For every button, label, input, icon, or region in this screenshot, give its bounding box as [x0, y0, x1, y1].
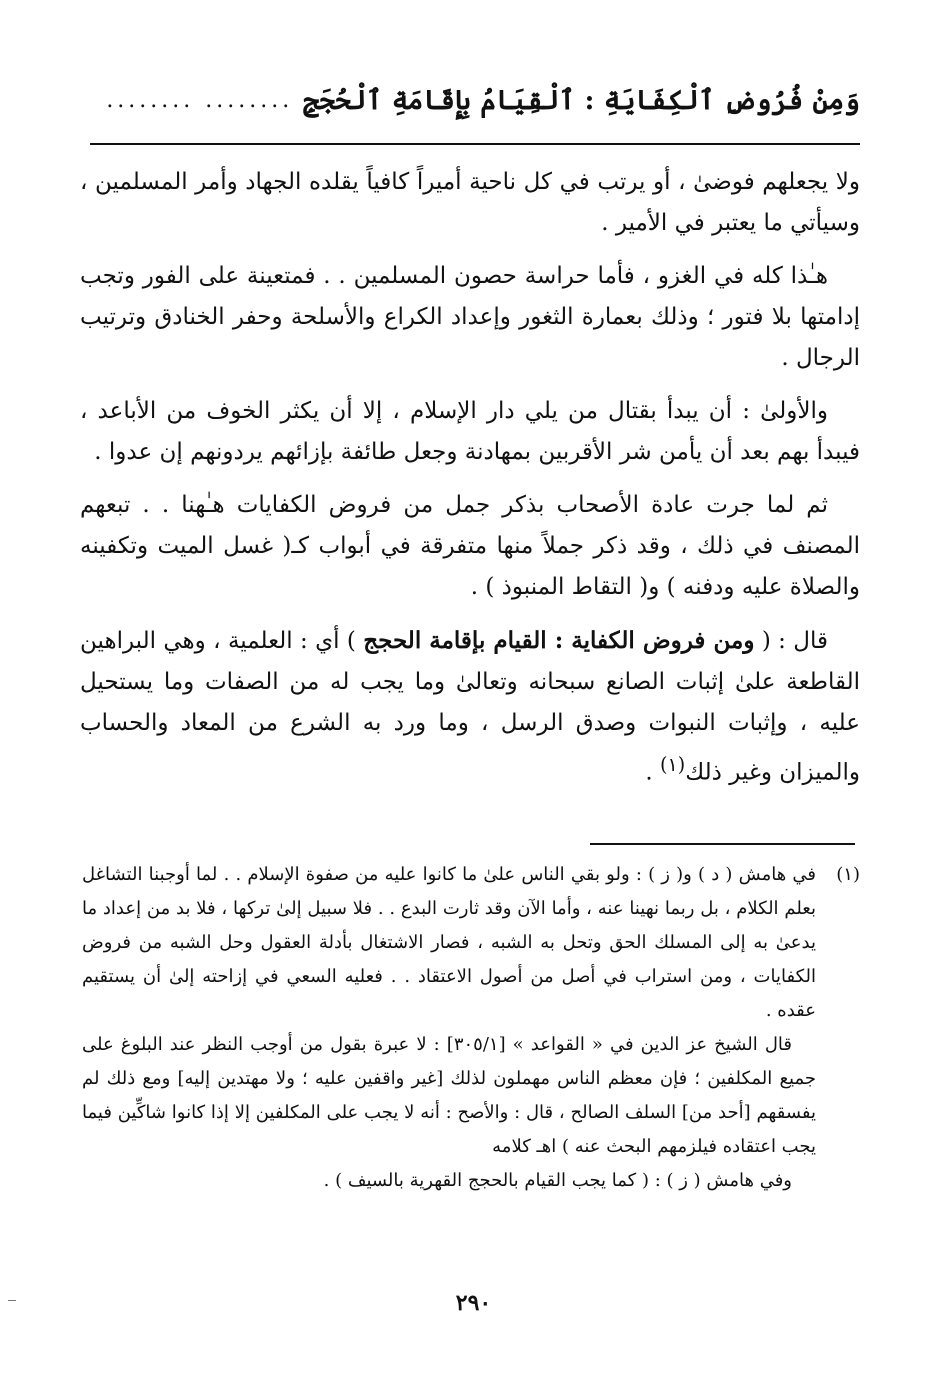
header-rule — [90, 143, 860, 145]
footnotes — [82, 858, 860, 1198]
running-header — [90, 70, 860, 130]
main-text — [80, 162, 860, 806]
footnote-rule — [590, 843, 855, 845]
footnote-ref[interactable]: (١) — [659, 753, 686, 776]
quote-end: . — [645, 759, 660, 786]
header-dots: ........ ........ — [106, 87, 294, 113]
quote-commentary: ) أي : العلمية ، وهي البراهين القاطعة علىٰ إثبات الصانع سبحانه وتعالىٰ وما يجب له من الصفات وما يستحيل عليه ، وإثبات النبوات وصدق الرسل ، وما ورد به الشرع من المعاد والحساب والميزان وغير ذلك — [80, 628, 860, 786]
paragraph: والأولىٰ : أن يبدأ بقتال من يلي دار الإسلام ، إلا أن يكثر الخوف من الأباعد ، فيبدأ بهم بعد أن يأمن شر الأقربين بمهادنة وجعل طائفة بإزائهم يردونهم إن عدوا . — [80, 398, 860, 465]
footnote-text: قال الشيخ عز الدين في « القواعد » [٣٠٥/١] : لا عبرة بقول من أوجب النظر عند البلوغ على جميع المكلفين ؛ فإن معظم الناس مهملون لذلك [غير واقفين عليه ؛ ولا مهتدين إليه] ومع ذلك لم يفسقهم [أحد من] السلف الصالح ، قال : والأصح : أنه لا يجب على المكلفين إلا إذا كانوا شاكِّين فيما يجب اعتقاده فيلزمهم البحث عنه ) اهـ كلامه — [82, 1034, 816, 1157]
paragraph: هـٰذا كله في الغزو ، فأما حراسة حصون المسلمين . . فمتعينة على الفور وتجب إدامتها بلا فتور ؛ وذلك بعمارة الثغور وإعداد الكراع والأسلحة وحفر الخنادق وترتيب الرجال . — [80, 263, 860, 371]
paragraph-quote — [80, 620, 860, 794]
footnote-text: في هامش ( د ) و( ز ) : ولو بقي الناس علىٰ ما كانوا عليه من صفوة الإسلام . . لما أوجبنا التشاغل بعلم الكلام ، بل ربما نهينا عنه ، وأما الآن وقد ثارت البدع . . فلا سبيل إلىٰ تركها ، فلا بد من إعداد ما يدعىٰ به إلى المسلك الحق وتحل به الشبه ، فصار الاشتغال بأدلة العقول وحل الشبه من فروض الكفايات ، ومن استراب في أصل من أصول الاعتقاد . . فعليه السعي في إزاحته إلىٰ أن يستقيم عقده . — [82, 864, 816, 1021]
paragraph: ثم لما جرت عادة الأصحاب بذكر جمل من فروض الكفايات هـٰهنا . . تبعهم المصنف في ذلك ، وقد ذكر جملاً منها متفرقة في أبواب كـ( غسل الميت وتكفينه والصلاة عليه ودفنه ) و( التقاط المنبوذ ) . — [80, 492, 860, 600]
paragraph: ولا يجعلهم فوضىٰ ، أو يرتب في كل ناحية أميراً كافياً يقلده الجهاد وأمر المسلمين ، وسيأتي ما يعتبر في الأمير . — [80, 169, 860, 236]
footnote — [82, 858, 860, 1198]
footnote-body — [82, 858, 816, 1198]
quote-matn: ومن فروض الكفاية : القيام بإقامة الحجج — [363, 627, 755, 654]
edge-mark — [8, 1300, 16, 1301]
footnote-text: وفي هامش ( ز ) : ( كما يجب القيام بالحجج القهرية بالسيف ) . — [323, 1170, 792, 1191]
page-number: ٢٩٠ — [455, 1290, 492, 1316]
chapter-title: وَمِنْ فُرُوضِ ٱلْكِفَايَةِ : ٱلْقِيَامُ بِإِقَامَةِ ٱلْحُجَجِ — [303, 84, 860, 116]
quote-intro: قال : ( — [754, 628, 829, 654]
footnote-number: (١) — [836, 864, 860, 885]
